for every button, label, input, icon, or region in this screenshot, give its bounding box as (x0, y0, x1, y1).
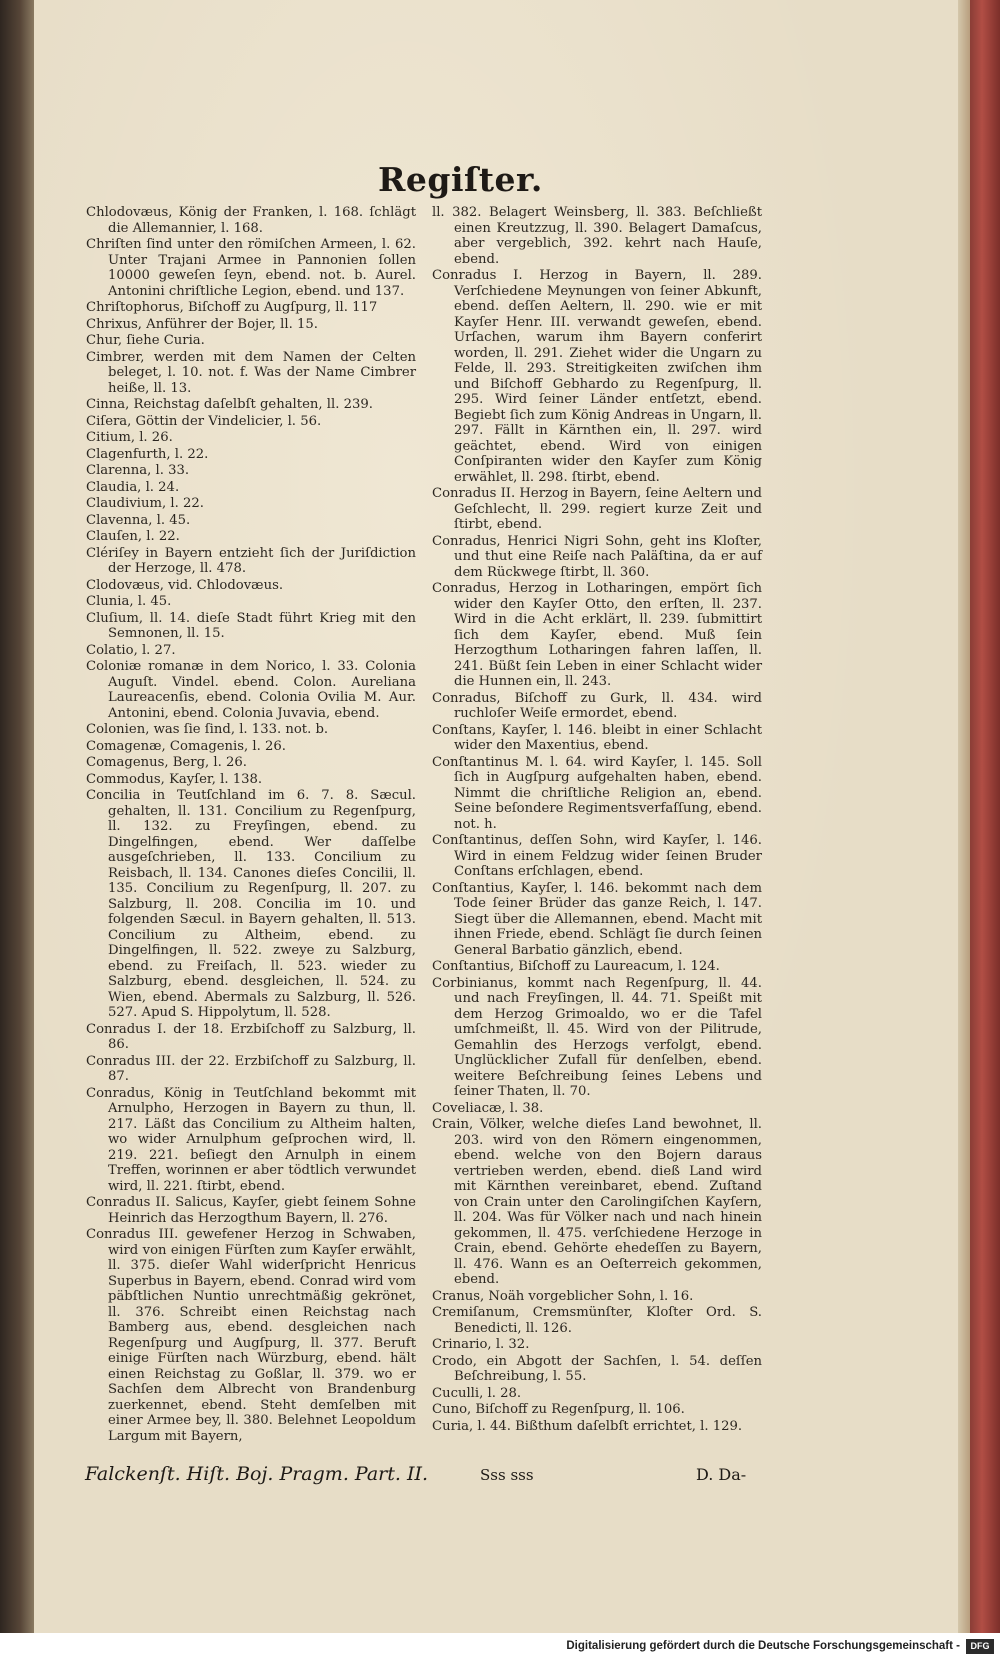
index-entry: Cimbrer, werden mit dem Namen der Celten beleget, l. 10. not. f. Was der Name Cimbrer heiße, ll. 13. (86, 349, 416, 396)
index-entry: Conradus II. Herzog in Bayern, ſeine Aeltern und Geſchlecht, ll. 299. regiert kurze Zeit und ſtirbt, ebend. (432, 486, 762, 532)
index-entry: Conradus III. der 22. Erzbiſchoff zu Salzburg, ll. 87. (86, 1053, 416, 1084)
index-entry: Clauſen, l. 22. (86, 529, 180, 544)
index-entry: Concilia in Teutſchland im 6. 7. 8. Sæcul. gehalten, ll. 131. Concilium zu Regenſpurg, ll. 132. zu Freyſingen, ebend. zu Dingelfingen, ebend. Wer daſſelbe ausgeſchrieben, ll. 133. Concilium zu Reisbach, ll. 134. Canones dieſes Concilii, ll. 135. Concilium zu Regenſpurg, ll. 207. zu Salzburg, ll. 208. Concilia im 10. und folgenden Sæcul. in Bayern gehalten, ll. 513. Concilium zu Altheim, ebend. zu Dingelfingen, ll. 522. zweye zu Salzburg, ebend. zu Freiſach, ll. 523. wieder zu Salzburg, ebend. desgleichen, ll. 524. zu Wien, ebend. Abermals zu Salzburg, ll. 526. 527. Apud S. Hippolytum, ll. 528. (86, 788, 416, 1020)
index-entry: Citium, l. 26. (86, 430, 173, 445)
index-entry: ll. 382. Belagert Weinsberg, ll. 383. Beſchließt einen Kreutzzug, ll. 390. Belagert Damaſcus, aber vergeblich, 392. kehrt nach Hauſe, ebend. (432, 205, 762, 267)
index-entry: Claudivium, l. 22. (86, 496, 204, 511)
book-cover-right (970, 0, 1000, 1633)
index-entry: Conſtantinus, deſſen Sohn, wird Kayſer, l. 146. Wird in einem Feldzug wider ſeinen Bruder Conſtans erſchlagen, ebend. (432, 833, 762, 879)
index-entry: Conradus III. gewefener Herzog in Schwaben, wird von einigen Fürſten zum Kayſer erwählt, ll. 375. dieſer Wahl widerſpricht Henricus Superbus in Bayern, ebend. Conrad wird vom päbſtlichen Nuntio unrechtmäßig gekrönet, ll. 376. Schreibt einen Reichstag nach Bamberg aus, ebend. desgleichen nach Regenſpurg und Augſpurg, ll. 377. Beruft einige Fürſten nach Würzburg, ebend. hält einen Reichstag zu Goßlar, ll. 379. wo er Sachſen dem Albrecht von Brandenburg zuerkennet, ebend. Steht demſelben mit einer Armee bey, ll. 380. Belehnet Leopoldum Largum mit Bayern, (86, 1227, 416, 1444)
catchword: D. Da- (696, 1465, 747, 1484)
index-entry: Clériſey in Bayern entzieht ſich der Juriſdiction der Herzoge, ll. 478. (86, 545, 416, 576)
index-entry: Clunia, l. 45. (86, 594, 172, 609)
index-entry: Claudia, l. 24. (86, 479, 180, 495)
index-entry: Conradus I. der 18. Erzbiſchoff zu Salzburg, ll. 86. (86, 1021, 416, 1052)
index-entry: Conradus, Herzog in Lotharingen, empört ſich wider den Kayſer Otto, den erſten, ll. 237. Wird in die Acht erklärt, ll. 239. ſubmittirt ſich dem Kayſer, ebend. Muß ſein Herzogthum Lotharingen fahren laſſen, ll. 241. Büßt ſein Leben in einer Schlacht wider die Hunnen ein, ll. 243. (432, 581, 762, 689)
index-entry: Conradus, Henrici Nigri Sohn, geht ins Kloſter, und thut eine Reiſe nach Paläſtina, da er auf dem Rückwege ſtirbt, ll. 360. (432, 533, 762, 580)
index-entry: Ciſera, Göttin der Vindelicier, l. 56. (86, 413, 322, 429)
printer-signature: Falckenſt. Hiſt. Boj. Pragm. Part. II. (85, 1463, 429, 1485)
index-entry: Conſtantius, Kayſer, l. 146. bekommt nach dem Tode ſeiner Brüder das ganze Reich, l. 147. Siegt über die Allemannen, ebend. Macht mit ihnen Friede, ebend. Schlägt ſie durch ſeinen General Barbatio gänzlich, ebend. (432, 880, 762, 958)
page-stack-edge (958, 0, 970, 1633)
index-column-right (432, 205, 762, 1435)
index-entry: Crodo, ein Abgott der Sachſen, l. 54. deſſen Beſchreibung, l. 55. (432, 1353, 762, 1384)
index-entry: Clagenfurth, l. 22. (86, 446, 209, 462)
index-entry: Chriſten ſind unter den römiſchen Armeen, l. 62. Unter Trajani Armee in Pannonien ſollen 10000 geweſen ſeyn, ebend. not. b. Aurel. Antonini chriſtliche Legion, ebend. und 137. (86, 237, 416, 299)
index-entry: Clodovæus, vid. Chlodovæus. (86, 577, 284, 593)
index-column-left (86, 205, 416, 1445)
index-entry: Cuculli, l. 28. (432, 1385, 522, 1401)
index-entry: Crain, Völker, welche dieſes Land bewohnet, ll. 203. wird von den Römern eingenommen, ebend. welche von den Bojern daraus vertrieben werden, ebend. dieß Land wird mit Kärnthen vereinbaret, ebend. Zuſtand von Crain unter den Carolingiſchen Kayſern, ll. 204. Was für Völker nach und nach hinein gekommen, ll. 475. verſchiedene Herzoge in Crain, ebend. Gehörte ehedeſſen zu Bayern, ll. 476. Wann es an Oeſterreich gekommen, ebend. (432, 1117, 762, 1287)
index-entry: Cinna, Reichstag daſelbſt gehalten, ll. 239. (86, 397, 373, 412)
index-entry: Clavenna, l. 45. (86, 512, 191, 528)
index-entry: Clarenna, l. 33. (86, 463, 190, 478)
index-entry: Coveliacæ, l. 38. (432, 1100, 544, 1116)
index-entry: Cremiſanum, Cremsmünſter, Kloſter Ord. S. Benedicti, ll. 126. (432, 1305, 762, 1336)
index-entry: Crinario, l. 32. (432, 1337, 530, 1352)
index-entry: Comagenus, Berg, l. 26. (86, 755, 247, 770)
dfg-logo-icon: DFG (966, 1639, 994, 1654)
index-entry: Colatio, l. 27. (86, 642, 176, 658)
index-entry: Chriſtophorus, Biſchoff zu Augſpurg, ll. 117 (86, 300, 378, 315)
index-entry: Chrixus, Anführer der Bojer, ll. 15. (86, 316, 318, 332)
page-title: Regiſter. (378, 160, 543, 199)
index-entry: Curia, l. 44. Bißthum daſelbſt errichtet, l. 129. (432, 1418, 743, 1434)
index-entry: Comagenæ, Comagenis, l. 26. (86, 738, 286, 754)
index-entry: Cluſium, ll. 14. dieſe Stadt führt Krieg mit den Semnonen, ll. 15. (86, 610, 416, 641)
index-entry: Corbinianus, kommt nach Regenſpurg, ll. 44. und nach Freyſingen, ll. 44. 71. Speißt mit dem Herzog Grimoaldo, wo er die Tafel umſchmeißt, ll. 45. Wird von der Pilitrude, Gemahlin des Herzogs verfolgt, ebend. Unglücklicher Zufall für denſelben, ebend. weitere Beſchreibung ſeines Lebens und ſeiner Thaten, ll. 70. (432, 975, 762, 1099)
index-entry: Conſtantius, Biſchoff zu Laureacum, l. 124. (432, 959, 720, 974)
index-entry: Conſtantinus M. l. 64. wird Kayſer, l. 145. Soll ſich in Augſpurg aufgehalten haben, ebend. Nimmt die chriſtliche Religion an, ebend. Seine beſondere Regimentsverfaſſung, ebend. not. h. (432, 754, 762, 832)
index-entry: Chur, ſiehe Curia. (86, 333, 205, 348)
index-entry: Commodus, Kayſer, l. 138. (86, 771, 263, 787)
book-binding-left (0, 0, 34, 1665)
index-entry: Conradus, König in Teutſchland bekommt mit Arnulpho, Herzogen in Bayern zu thun, ll. 217. Läßt das Concilium zu Altheim halten, wo wider Arnulphum geſprochen wird, ll. 219. 221. beſiegt den Arnulph in einem Treffen, worinnen er aber tödtlich verwundet wird, ll. 221. ſtirbt, ebend. (86, 1085, 416, 1194)
index-entry: Conradus I. Herzog in Bayern, ll. 289. Verſchiedene Meynungen von ſeiner Abkunft, ebend. deſſen Aeltern, ll. 290. wie er mit Kayſer Henr. III. verwandt geweſen, ebend. Urſachen, warum ihm Bayern conferirt worden, ll. 291. Ziehet wider die Ungarn zu Felde, ll. 293. Streitigkeiten zwiſchen ihm und Biſchoff Gebhardo zu Regenſpurg, ll. 295. Wird ſeiner Länder entſetzt, ebend. Begiebt ſich zum König Andreas in Ungarn, ll. 297. Fällt in Kärnthen ein, ll. 297. wird geächtet, ebend. Wird von einigen Conſpiranten wider den Kayſer zum König erwählet, ll. 298. ſtirbt, ebend. (432, 268, 762, 485)
signature-mark: Sss sss (480, 1466, 534, 1484)
index-entry: Conradus II. Salicus, Kayſer, giebt ſeinem Sohne Heinrich das Herzogthum Bayern, ll. 276. (86, 1195, 416, 1226)
index-entry: Colonien, was ſie ſind, l. 133. not. b. (86, 722, 329, 737)
index-entry: Chlodovæus, König der Franken, l. 168. ſchlägt die Allemannier, l. 168. (86, 205, 416, 236)
index-entry: Conſtans, Kayſer, l. 146. bleibt in einer Schlacht wider den Maxentius, ebend. (432, 722, 762, 753)
index-entry: Cuno, Biſchoff zu Regenſpurg, ll. 106. (432, 1402, 685, 1417)
index-entry: Conradus, Biſchoff zu Gurk, ll. 434. wird ruchloſer Weiſe ermordet, ebend. (432, 690, 762, 721)
digitization-note: Digitalisierung gefördert durch die Deutsche Forschungsgemeinschaft - (566, 1640, 960, 1652)
index-entry: Coloniæ romanæ in dem Norico, l. 33. Colonia Auguſt. Vindel. ebend. Colon. Aureliana Laureacenſis, ebend. Colonia Ovilia M. Aur. Antonini, ebend. Colonia Juvavia, ebend. (86, 659, 416, 721)
index-entry: Cranus, Noäh vorgeblicher Sohn, l. 16. (432, 1288, 694, 1304)
